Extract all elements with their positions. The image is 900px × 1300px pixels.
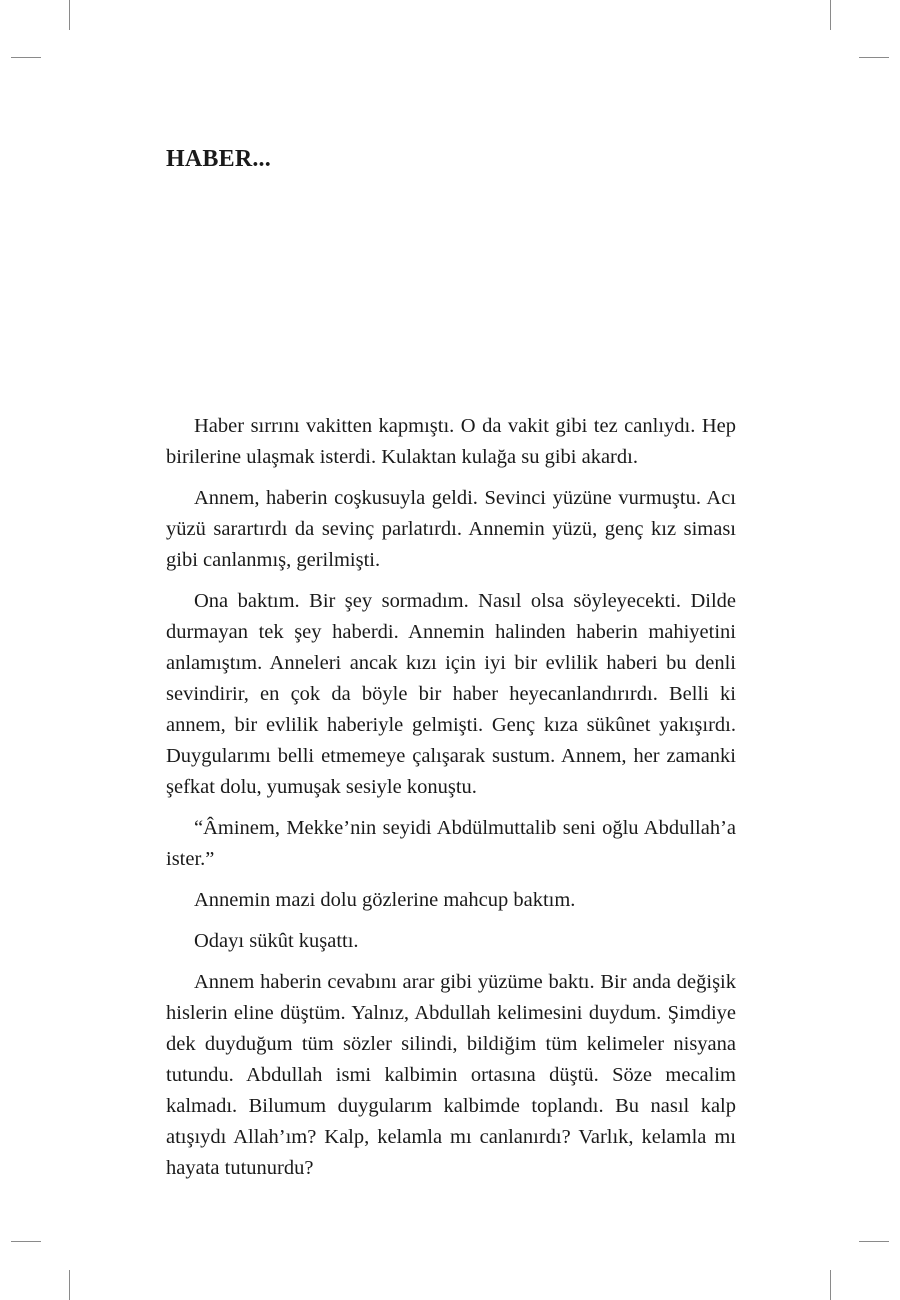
crop-mark-bottom-right-horizontal — [859, 1241, 889, 1242]
crop-mark-top-left-horizontal — [11, 57, 41, 58]
crop-mark-top-right-vertical — [830, 0, 831, 30]
paragraph: Ona baktım. Bir şey sormadım. Nasıl olsa söyleyecekti. Dilde durmayan tek şey haberdi. Annemin halinden haberin mahiyetini anlamıştım. Anneleri ancak kızı için iyi bir evlilik haberi bu denli sevindirir, en çok da böyle bir haber heyecanlandırırdı. Belli ki annem, bir evlilik haberiyle gelmişti. Genç kıza sükûnet yakışırdı. Duygularımı belli etmemeye çalışarak sustum. Annem, her zamanki şefkat dolu, yumuşak sesiyle konuştu. — [166, 590, 736, 798]
crop-mark-bottom-left-vertical — [69, 1270, 70, 1300]
paragraph: Annem haberin cevabını arar gibi yüzüme baktı. Bir anda değişik hislerin eline düştüm. Yalnız, Abdullah kelimesini duydum. Şimdiye dek duyduğum tüm sözler silindi, bildiğim tüm kelimeler nisyana tutundu. Abdullah ismi kalbimin ortasına düştü. Söze mecalim kalmadı. Bilumum duygularım kalbimde toplandı. Bu nasıl kalp atışıydı Allah’ım? Kalp, kelamla mı canlanırdı? Varlık, kelamla mı hayata tutunurdu? — [166, 971, 736, 1179]
paragraph: “Âminem, Mekke’nin seyidi Abdülmuttalib seni oğlu Abdullah’a ister.” — [166, 817, 736, 870]
crop-mark-bottom-right-vertical — [830, 1270, 831, 1300]
paragraph: Annem, haberin coşkusuyla geldi. Sevinci yüzüne vurmuştu. Acı yüzü sarartırdı da sevinç parlatırdı. Annemin yüzü, genç kız siması gibi canlanmış, gerilmişti. — [166, 487, 736, 571]
paragraph: Annemin mazi dolu gözlerine mahcup baktım. — [194, 889, 576, 911]
paragraph: Odayı sükût kuşattı. — [194, 930, 359, 952]
paragraph: Haber sırrını vakitten kapmıştı. O da vakit gibi tez canlıydı. Hep birilerine ulaşmak isterdi. Kulaktan kulağa su gibi akardı. — [166, 415, 736, 468]
crop-mark-top-left-vertical — [69, 0, 70, 30]
body-text — [166, 411, 736, 1194]
crop-mark-bottom-left-horizontal — [11, 1241, 41, 1242]
chapter-title: HABER... — [166, 146, 271, 172]
crop-mark-top-right-horizontal — [859, 57, 889, 58]
